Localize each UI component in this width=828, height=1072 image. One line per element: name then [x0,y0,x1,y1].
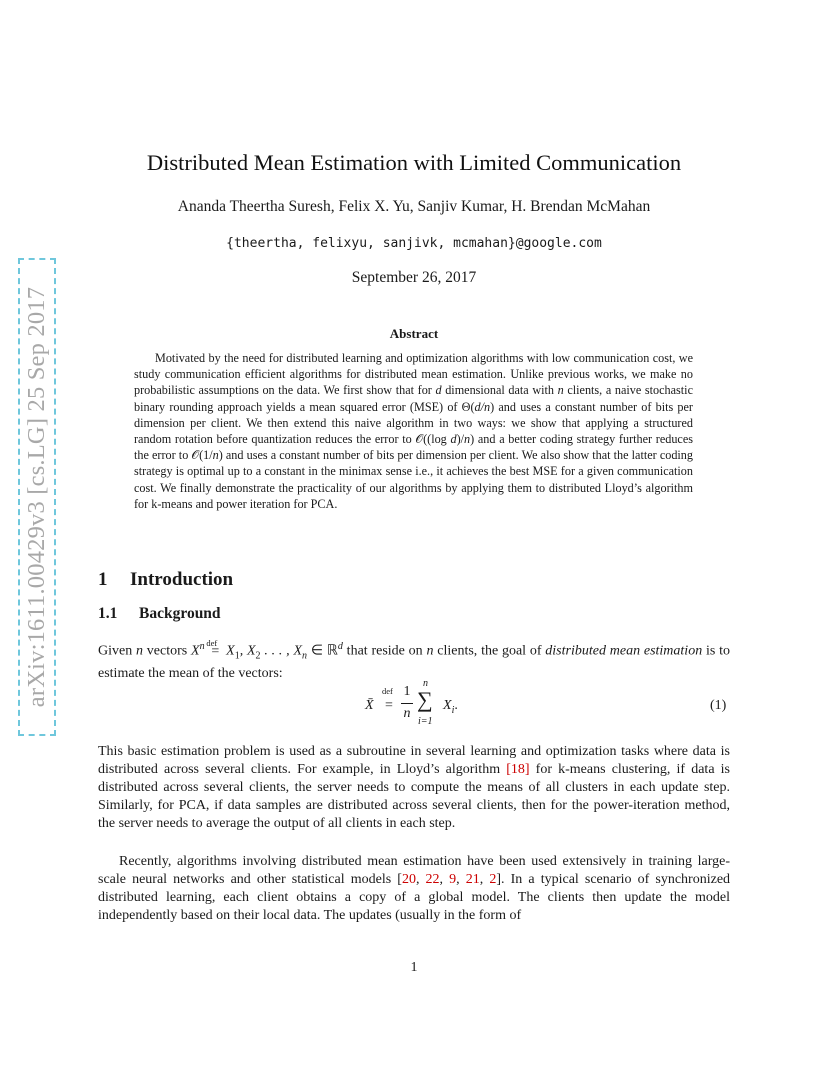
eq-upper: n [423,678,428,689]
section-number: 1 [98,569,108,590]
eq-sum: ∑ [417,687,433,712]
eq-fraction-bar [401,703,413,704]
equation-mean: X̄ def = 1 n n ∑ i=1 $X_i$. [365,678,458,727]
page-number: 1 [410,960,418,975]
citation-link[interactable]: [18] [506,762,530,777]
abstract-body: Motivated by the need for distributed learning and optimization algorithms with low communication cost, we study communication efficient algorithms for distributed mean estimation. Unlike previous works, we make no probabilistic assumptions on the data. We first show that for d dimensional data with n clients, a naive stochastic binary rounding approach yields a mean squared error (MSE) of Θ(d/n) and uses a constant number of bits per dimension per client. We then extend this naive algorithm in two ways: we show that applying a structured random rotation before quantization reduces the error to 𝒪((log d)/n) and a better coding strategy further reduces the error to 𝒪(1/n) and uses a constant number of bits per dimension per client. We also show that the latter coding strategy is optimal up to a constant in the minimax sense i.e., it achieves the best MSE for a given communication cost. We finally demonstrate the practicality of our algorithms by applying them to distributed Lloyd’s algorithm for k-means and power iteration for PCA. [134,351,693,511]
arxiv-stamp: arXiv:1611.00429v3 [cs.LG] 25 Sep 2017 [23,286,50,708]
section-heading [98,569,233,591]
paper-authors: Ananda Theertha Suresh, Felix X. Yu, Sanjiv Kumar, H. Brendan McMahan [177,198,651,215]
citation-link[interactable]: 22 [425,872,440,887]
eq-def: def [382,686,393,696]
citation-link[interactable]: 2 [489,872,497,887]
section-title: Introduction [130,569,234,590]
citation-link[interactable]: 9 [449,872,457,887]
eq-lhs: X̄ [365,698,374,713]
abstract-heading: Abstract [389,326,439,341]
paragraph-recent-work: Recently, algorithms involving distributed mean estimation have been used extensively in training large-scale neural networks and other statistical models [20, 22, 9, 21, 2]. In a typical scenario of synchronized distributed learning, each client obtains a copy of a global model. The clients then update the model independently based on their local data. The updates (usually in the form of [98,854,731,923]
eq-numerator: 1 [403,684,411,699]
paper-date: September 26, 2017 [351,269,477,286]
subsection-title: Background [139,605,221,622]
paper-title: Distributed Mean Estimation with Limited Communication [146,150,682,175]
citation-link[interactable]: 21 [465,872,480,887]
paragraph-intro: Given n vectors $X^n$ def = $X_1$, $X_2$ . . . , $X_n$ ∈ ℝ$^d$ that reside on n clients, the goal of distributed mean estimation is to estimate the mean of the vectors: [98,637,730,682]
citation-link[interactable]: 20 [401,872,416,887]
eq-lower: i=1 [418,716,433,727]
subsection-heading [98,605,221,623]
subsection-number: 1.1 [98,605,118,622]
paragraph-motivation: This basic estimation problem is used as a subroutine in several learning and optimization tasks where data is distributed across several clients. For example, in Lloyd’s algorithm [18] for k-means clustering, if data is distributed across several clients, the server needs to compute the means of all clusters in each update step. Similarly, for PCA, if data samples are distributed across several clients, then for the power-iteration method, the server needs to average the output of all clients in each step. [98,744,731,831]
eq-term: $X_i$. [443,698,458,716]
eq-denominator: n [403,706,411,721]
equation-number: (1) [710,698,727,713]
author-emails: {theertha, felixyu, sanjivk, mcmahan}@google.com [226,236,602,251]
